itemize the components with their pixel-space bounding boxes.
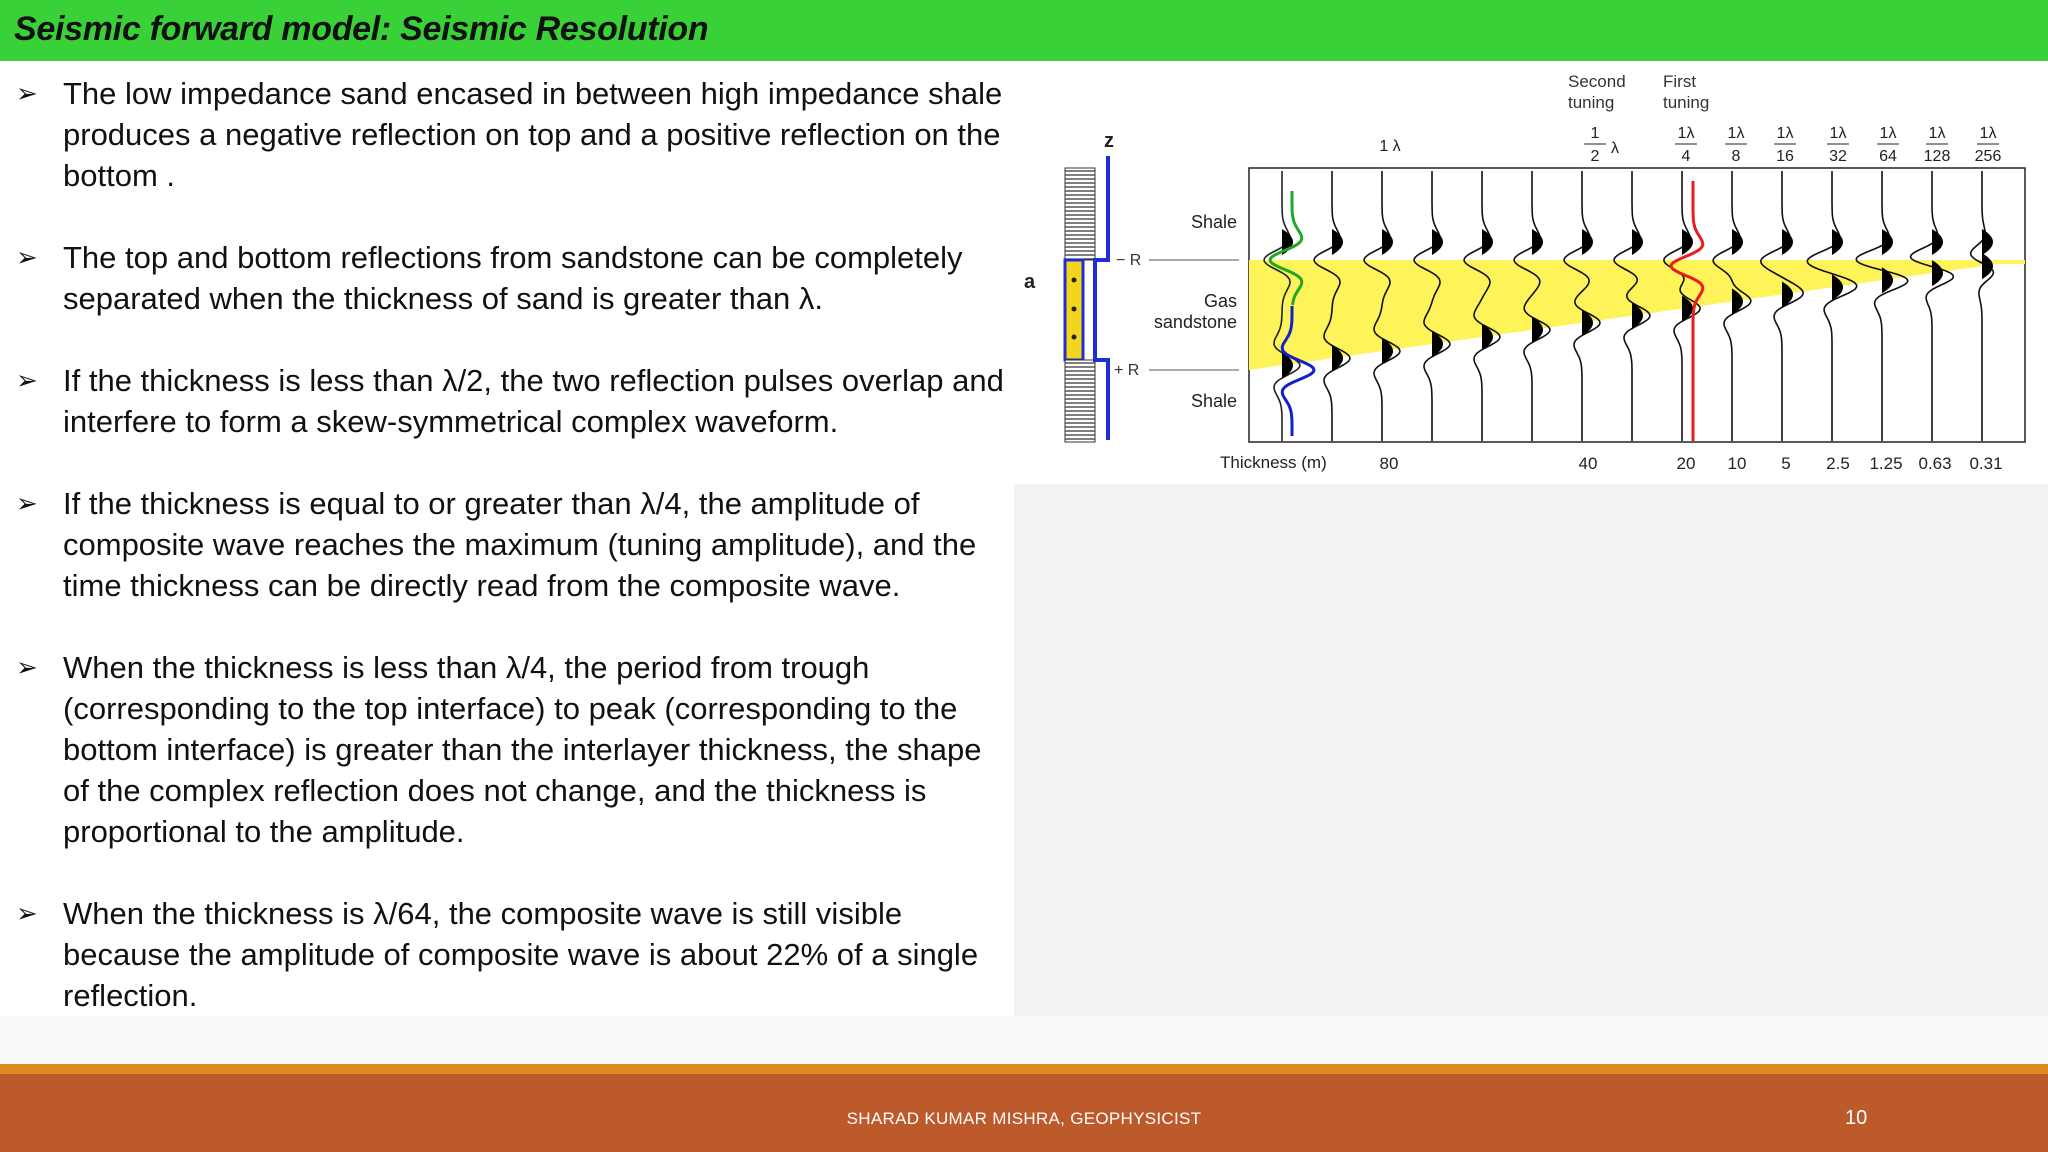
well-shale-top [1065,168,1095,260]
well-dot [1072,307,1077,312]
layer-label-gas: Gas [1203,291,1237,311]
lambda-numerator: 1 [1590,125,1600,142]
footer-author: SHARAD KUMAR MISHRA, GEOPHYSICIST [846,1109,1202,1128]
arrow-bullet-icon: ➢ [16,78,38,108]
top-reflector-label: − R [1116,252,1142,269]
well-dot [1072,278,1077,283]
title-bar [0,0,2048,61]
bullet-text: When the thickness is less than λ/4, the period from trough (corresponding to the top interface) to peak (corresponding to the bottom interface) is greater than the interlayer thickness, the shape of the complex reflection does not change, and the thickness is proportional to the amplitude. [63,650,982,849]
bottom-reflector-label: + R [1114,362,1140,379]
layer-label-bottom-shale: Shale [1190,391,1237,411]
bullet-text: If the thickness is equal to or greater than λ/4, the amplitude of composite wave reaches the maximum (tuning amplitude), and the time thickness can be directly read from the composite wave. [63,486,977,603]
lambda-denominator: 256 [1974,148,2002,165]
lambda-denominator: 4 [1681,148,1691,165]
footer [0,1074,2048,1152]
well-dot [1072,335,1077,340]
lambda-denominator: 32 [1829,148,1847,165]
arrow-bullet-icon: ➢ [16,488,38,518]
lambda-denominator: 16 [1776,148,1794,165]
footer-stripe [0,1064,2048,1074]
layer-label-sandstone: sandstone [1153,312,1237,332]
well-shale-bottom [1065,360,1095,442]
bullet-text: When the thickness is λ/64, the composite wave is still visible because the amplitude of composite wave is about 22% of a single reflection. [63,896,979,1013]
thickness-value: 0.31 [1969,454,2003,473]
arrow-bullet-icon: ➢ [16,242,38,272]
thickness-value: 2.5 [1826,454,1850,473]
bullet-text: The low impedance sand encased in between high impedance shale produces a negative reflection on top and a positive reflection on the bottom . [63,76,1003,193]
bullet-text: If the thickness is less than λ/2, the two reflection pulses overlap and interfere to form a skew-symmetrical complex waveform. [63,363,1004,439]
thickness-value: 10 [1727,454,1747,473]
thickness-axis-label: Thickness (m) [1220,453,1327,472]
thickness-value: 80 [1379,454,1399,473]
second-tuning-label: tuning [1568,93,1615,112]
thickness-value: 0.63 [1918,454,1952,473]
lambda-suffix: λ [1611,140,1619,157]
bullet-item [0,73,1010,196]
lambda-numerator: 1λ [1677,125,1695,142]
lambda-numerator: 1λ [1928,125,1946,142]
lambda-denominator: 64 [1879,148,1897,165]
thickness-value: 20 [1676,454,1696,473]
depth-label: z [1104,130,1114,152]
thickness-value: 1.25 [1869,454,1903,473]
lambda-numerator: 1λ [1829,125,1847,142]
bullet-item [0,647,1010,852]
seismic-wedge-model-figure [1014,61,2048,484]
lambda-labels [1379,125,2001,165]
lambda-denominator: 128 [1923,148,1951,165]
arrow-bullet-icon: ➢ [16,652,38,682]
first-tuning-label: First [1663,72,1697,91]
panel-label: a [1024,271,1036,293]
second-tuning-label: Second [1568,72,1626,91]
lambda-numerator: 1λ [1776,125,1794,142]
bullet-item [0,893,1010,1016]
bullet-text: The top and bottom reflections from sandstone can be completely separated when the thickness of sand is greater than λ. [63,240,963,316]
thickness-value: 40 [1578,454,1598,473]
lambda-numerator: 1λ [1727,125,1745,142]
lambda-numerator: 1 λ [1379,138,1401,155]
figure-panel [1014,61,2048,1016]
page-number: 10 [1845,1107,1868,1129]
arrow-bullet-icon: ➢ [16,898,38,928]
lambda-denominator: 2 [1590,148,1600,165]
thickness-value: 5 [1781,454,1791,473]
bullet-item [0,237,1010,319]
well-column [1065,156,1108,442]
slide-title: Seismic forward model: Seismic Resolution [14,10,709,48]
bullet-item [0,360,1010,442]
text-panel [0,61,1014,1016]
first-tuning-label: tuning [1663,93,1710,112]
lambda-denominator: 8 [1731,148,1741,165]
lambda-numerator: 1λ [1879,125,1897,142]
bullet-list [0,73,1010,1057]
lambda-numerator: 1λ [1979,125,1997,142]
velocity-log [1095,156,1108,440]
thickness-labels [1380,454,2003,473]
arrow-bullet-icon: ➢ [16,365,38,395]
layer-label-top-shale: Shale [1190,212,1237,232]
bullet-item [0,483,1010,606]
